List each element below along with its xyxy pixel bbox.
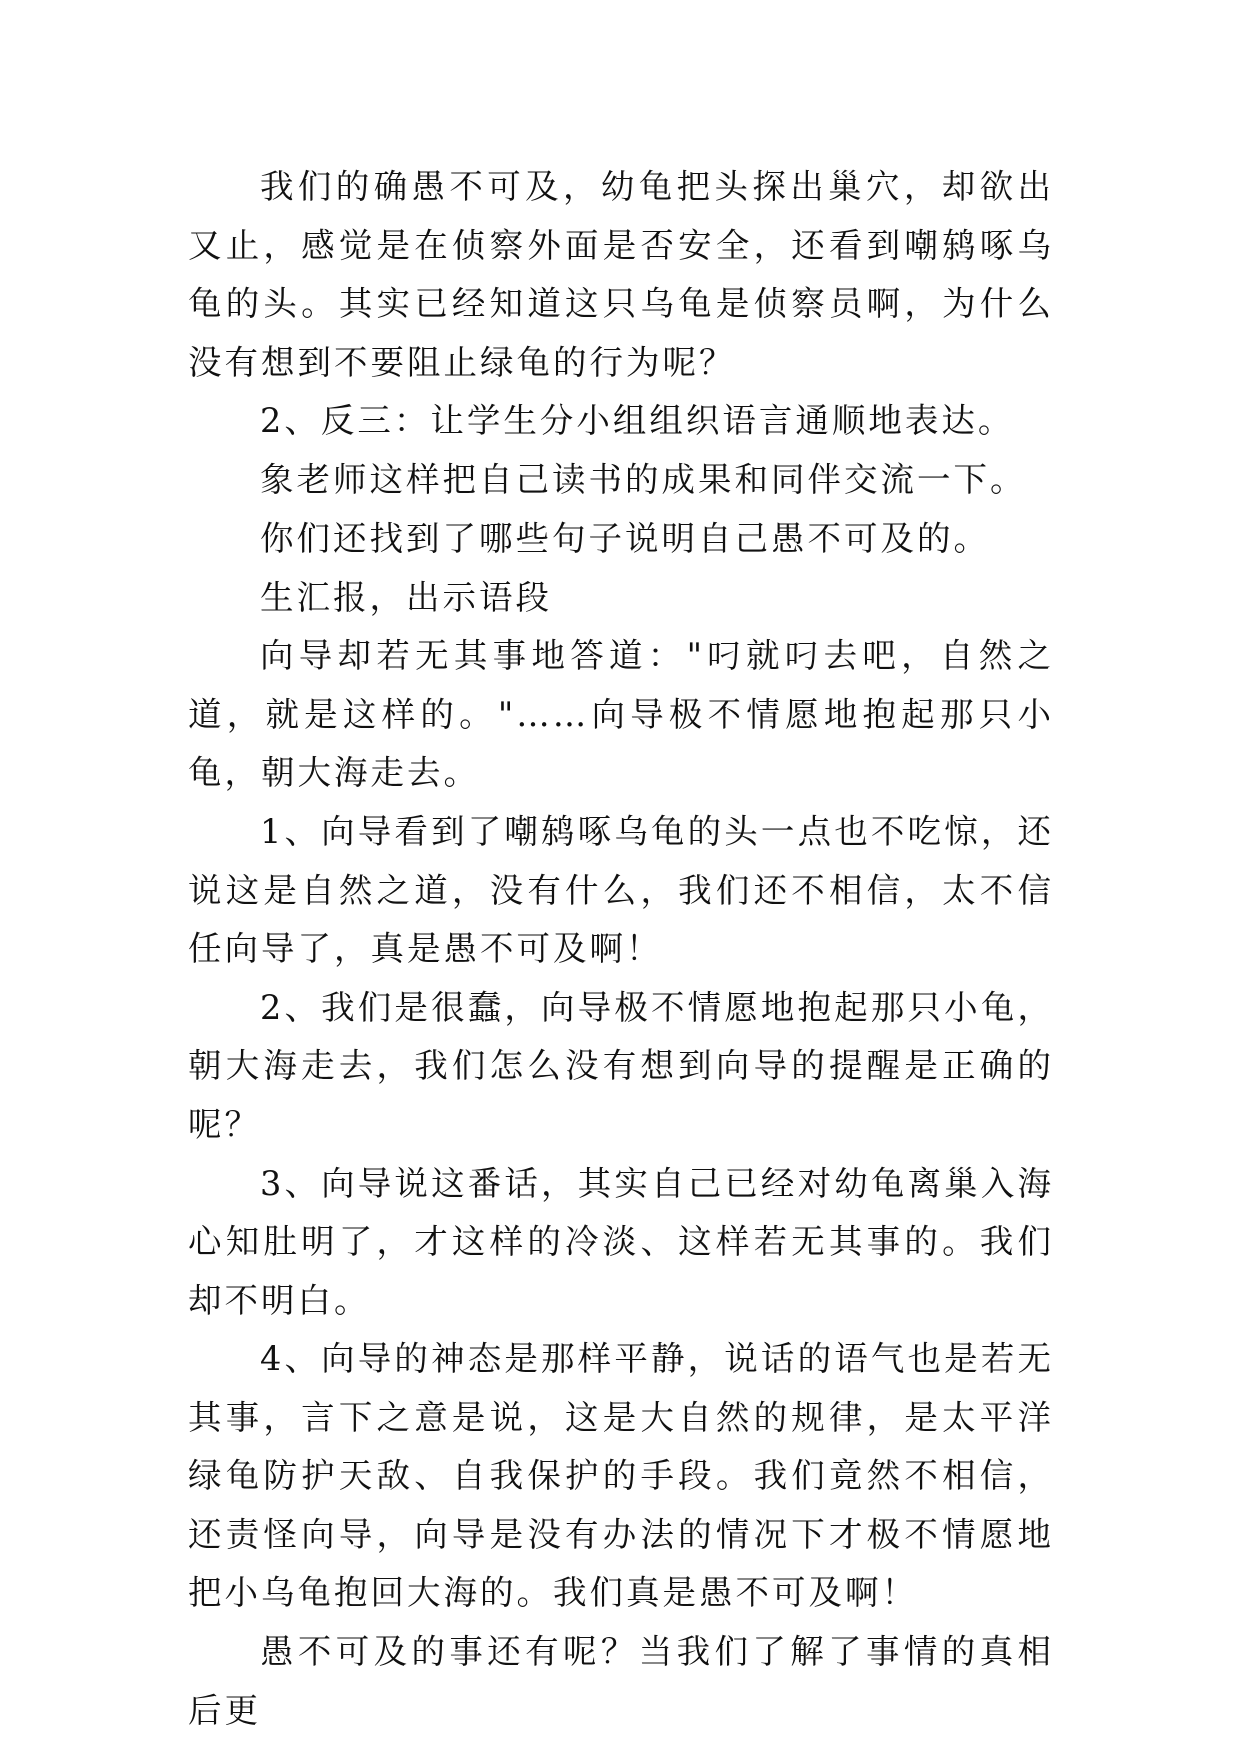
paragraph-4: 你们还找到了哪些句子说明自己愚不可及的。 <box>260 518 990 558</box>
paragraph-2: 2、反三：让学生分小组组织语言通顺地表达。 <box>260 401 1015 441</box>
paragraph-1: 我们的确愚不可及，幼龟把头探出巢穴，却欲出又止，感觉是在侦察外面是否安全，还看到嘲鸫啄乌龟的头。其实已经知道这只乌龟是侦察员啊，为什么没有想到不要阻止绿龟的行为呢？ <box>188 167 1054 382</box>
paragraph-11: 愚不可及的事还有呢？当我们了解了事情的真相后更 <box>188 1632 1054 1730</box>
paragraph-9: 3、向导说这番话，其实自己已经对幼龟离巢入海心知肚明了，才这样的冷淡、这样若无其事的。我们却不明白。 <box>188 1163 1054 1320</box>
paragraph-3: 象老师这样把自己读书的成果和同伴交流一下。 <box>260 460 1027 499</box>
paragraph-7: 1、向导看到了嘲鸫啄乌龟的头一点也不吃惊，还说这是自然之道，没有什么，我们还不相信，太不信任向导了，真是愚不可及啊！ <box>188 812 1054 968</box>
paragraph-8: 2、我们是很蠢，向导极不情愿地抱起那只小龟，朝大海走去，我们怎么没有想到向导的提醒是正确的呢？ <box>188 987 1054 1144</box>
paragraph-6: 向导却若无其事地答道："叼就叼去吧，自然之道，就是这样的。"……向导极不情愿地抱起那只小龟，朝大海走去。 <box>188 636 1054 793</box>
document-body <box>188 158 1054 1740</box>
paragraph-5: 生汇报，出示语段 <box>260 577 552 617</box>
paragraph-10: 4、向导的神态是那样平静，说话的语气也是若无其事，言下之意是说，这是大自然的规律，是太平洋绿龟防护天敌、自我保护的手段。我们竟然不相信，还责怪向导，向导是没有办法的情况下才极不情愿地把小乌龟抱回大海的。我们真是愚不可及啊！ <box>188 1339 1054 1613</box>
